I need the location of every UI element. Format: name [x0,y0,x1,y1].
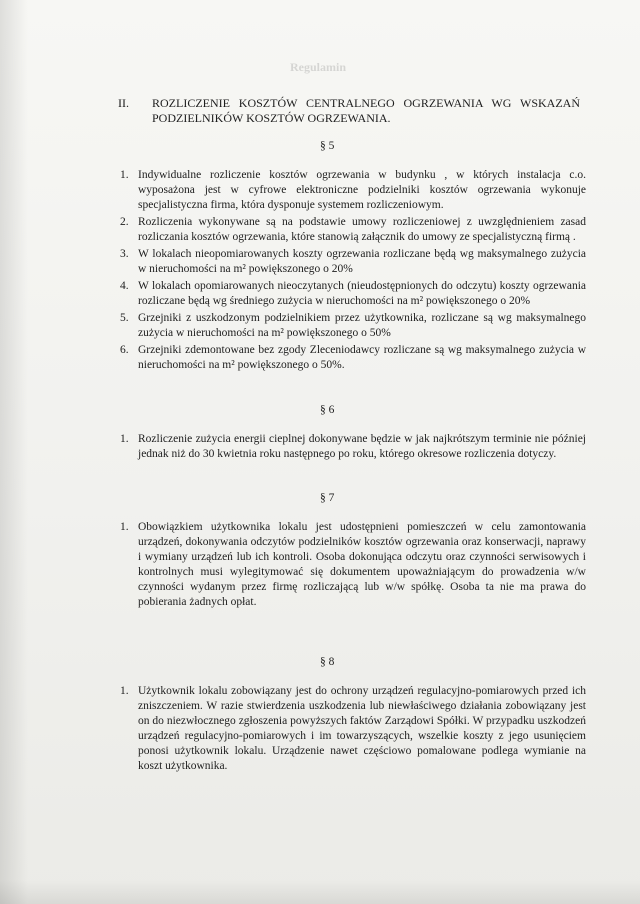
section-8-title: § 8 [320,656,335,668]
section-6-body [120,432,586,464]
chapter-heading [118,96,580,126]
section-5-body [120,168,586,375]
page-bottom-shadow [0,880,640,904]
list-item: 1. Użytkownik lokalu zobowiązany jest do ochrony urządzeń regulacyjno-pomiarowych przed ich zniszczeniem. W razie stwierdzenia uszkodzenia lub niewłaściwego działania zobowiązany jest on do niezwłocznego zgłoszenia powyższych faktów Zarządowi Spółki. W przypadku uszkodzeń urządzeń regulacyjno-pomiarowych i im towarzyszących, wszelkie koszty z jego usunięciem ponosi użytkownik lokalu. Urządzenie nawet częściowo pomalowane podlega wymianie na koszt użytkownika. [120,685,586,772]
list-item: 5. Grzejniki z uszkodzonym podzielnikiem przez użytkownika, rozliczane są wg maksymalnego zużycia w nieruchomości na m² powiększonego o 50% [120,312,586,339]
section-8-body [120,684,586,776]
page-edge-shadow [0,0,28,904]
list-item: 1. Rozliczenie zużycia energii cieplnej dokonywane będzie w jak najkrótszym terminie nie później jednak niż do 30 kwietnia roku następnego po roku, którego okresowe rozliczenia dotyczy. [120,433,586,460]
list-item: 6. Grzejniki zdemontowane bez zgody Zleceniodawcy rozliczane są wg maksymalnego zużycia w nieruchomości na m² powiększonego o 50%. [120,344,586,371]
section-6-title: § 6 [320,404,335,416]
section-5-title: § 5 [320,140,335,152]
list-item: 4. W lokalach opomiarowanych nieoczytanych (nieudostępnionych do odczytu) koszty ogrzewania rozliczane będą wg średniego zużycia w nieruchomości na m² powiększonego o 20% [120,280,586,307]
chapter-number: II. [118,96,129,110]
section-7-title: § 7 [320,492,335,504]
list-item: 3. W lokalach nieopomiarowanych koszty ogrzewania rozliczane będą wg maksymalnego zużycia w nieruchomości na m² powiększonego o 20% [120,248,586,275]
list-item: 1. Obowiązkiem użytkownika lokalu jest udostępnieni pomieszczeń w celu zamontowania urządzeń, dokonywania odczytów podzielników kosztów ogrzewania oraz konserwacji, naprawy i wymiany urządzeń lub ich kontroli. Osoba dokonująca odczytu oraz czynności serwisowych i kontrolnych musi wylegitymować się dokumentem upoważniającym do prowadzenia w/w czynności wydanym przez firmę rozliczającą lub w/w spółkę. Osoba ta nie ma prawa do pobierania żadnych opłat. [120,521,586,608]
section-7-body [120,520,586,612]
list-item: 2. Rozliczenia wykonywane są na podstawie umowy rozliczeniowej z uwzględnieniem zasad rozliczania kosztów ogrzewania, które stanowią załącznik do umowy ze specjalistyczną firmą . [120,216,586,243]
list-item: 1. Indywidualne rozliczenie kosztów ogrzewania w budynku , w których instalacja c.o. wyposażona jest w cyfrowe elektroniczne podzielniki kosztów ogrzewania wykonuje specjalistyczna firma, która dysponuje systemem rozliczeniowym. [120,169,586,211]
chapter-title: ROZLICZENIE KOSZTÓW CENTRALNEGO OGRZEWANIA WG WSKAZAŃ PODZIELNIKÓW KOSZTÓW OGRZEWANIA. [152,96,580,125]
bleed-through-title: Regulamin [290,60,347,74]
